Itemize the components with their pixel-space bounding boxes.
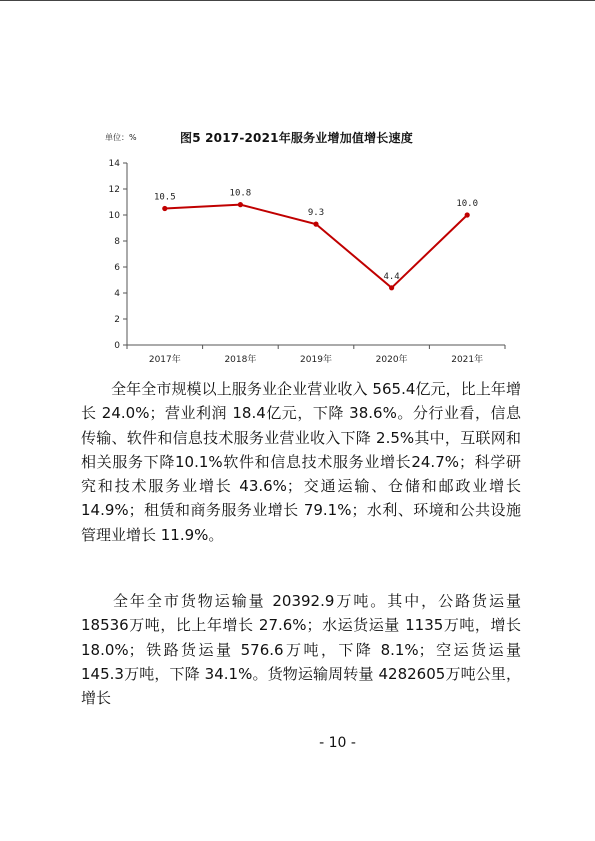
x-tick-label: 2018年 (224, 355, 257, 365)
x-tick-label: 2020年 (375, 355, 408, 365)
y-tick-label: 8 (114, 237, 120, 247)
x-tick-label: 2019年 (300, 355, 332, 365)
data-point (313, 222, 318, 227)
paragraph-service-industry (81, 377, 521, 547)
y-tick-label: 12 (108, 185, 120, 195)
data-label: 10.8 (229, 188, 252, 199)
y-tick-label: 0 (114, 341, 120, 351)
chart-unit-label: 单位：% (105, 133, 137, 142)
paragraph-freight-transport (81, 589, 521, 710)
data-point (465, 212, 470, 217)
data-label: 4.4 (383, 271, 400, 282)
y-tick-label: 4 (114, 289, 120, 299)
data-point (389, 285, 394, 290)
x-tick-label: 2017年 (148, 355, 181, 365)
x-tick-label: 2021年 (451, 355, 484, 365)
paragraph-text: 全年全市规模以上服务业企业营业收入 565.4亿元，比上年增长 24.0%；营业利润 18.4亿元，下降 38.6%。分行业看，信息传输、软件和信息技术服务业营业收入下降 2.5%其中，互联网和相关服务下降10.1%软件和信息技术服务业增长24.7%；科学研究和技术服务业增长 43.6%；交通运输、仓储和邮政业增长 14.9%；租赁和商务服务业增长 79.1%；水利、环境和公共设施管理业增长 11.9%。 (81, 380, 521, 544)
paragraph-text: 全年全市货物运输量 20392.9万吨。其中，公路货运量18536万吨，比上年增长 27.6%；水运货运量 1135万吨，增长18.0%；铁路货运量 576.6万吨，下降 8.1%；空运货运量 145.3万吨，下降 34.1%。货物运输周转量 4282605万吨公里，增长 (81, 592, 521, 708)
data-point (238, 202, 243, 207)
y-tick-label: 6 (114, 263, 120, 273)
y-tick-label: 10 (108, 211, 120, 221)
data-point (162, 206, 167, 211)
y-tick-label: 14 (108, 159, 120, 169)
page-number: - 10 - (319, 735, 356, 751)
y-tick-label: 2 (114, 315, 120, 325)
data-label: 10.0 (456, 199, 479, 209)
data-label: 10.5 (153, 192, 176, 203)
line-chart (0, 0, 595, 380)
chart-title: 图5 2017-2021年服务业增加值增长速度 (180, 131, 413, 145)
data-label: 9.3 (307, 208, 325, 219)
